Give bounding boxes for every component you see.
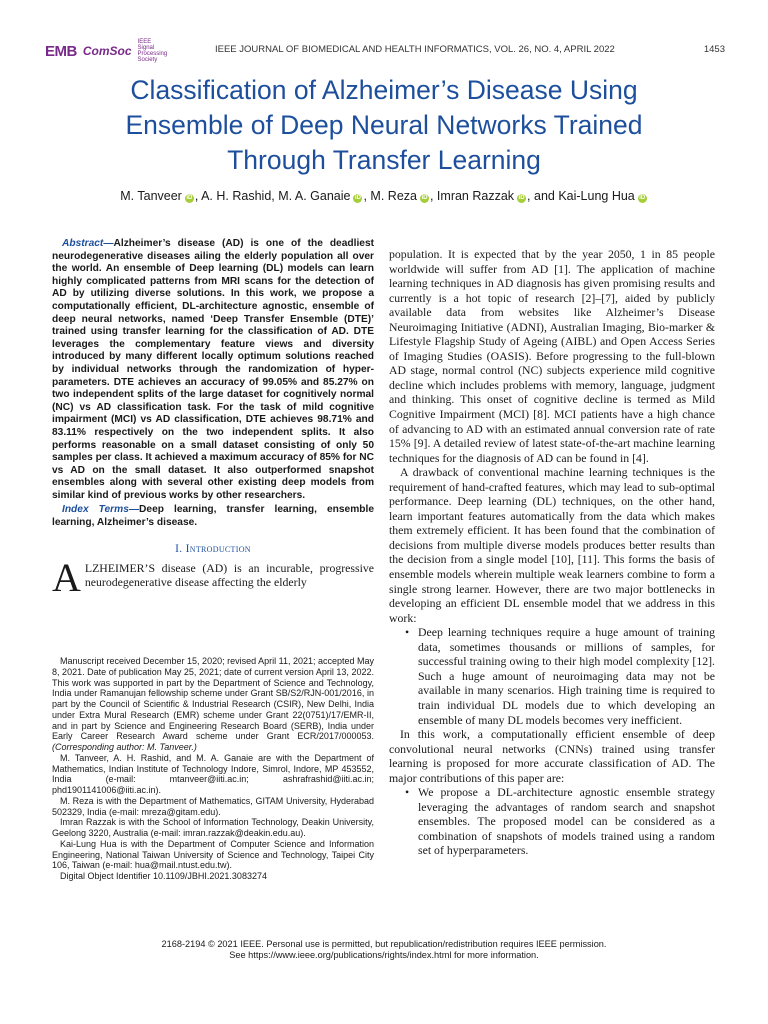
copyright-line-2: See https://www.ieee.org/publications/rights/index.html for more information. bbox=[229, 950, 539, 960]
orcid-icon[interactable]: iD bbox=[639, 195, 646, 201]
author-razzak: , Imran Razzak bbox=[429, 189, 515, 203]
intro-text: LZHEIMER’S disease (AD) is an incurable, progressive neurodegenerative disease affecting the elderly bbox=[84, 560, 374, 590]
author-list bbox=[40, 189, 728, 203]
footnotes bbox=[52, 656, 374, 882]
author-reza: , M. Reza bbox=[363, 189, 417, 203]
drop-cap: A bbox=[52, 554, 81, 600]
list-item: • Deep learning techniques require a huge amount of training data, sometimes thousands or millions of samples, for successful training owing to their high model complexity [12]. Such a huge amount of neuroimaging data may not be available in many scenarios. High training time is required to train individual DL models due to which developing an ensemble of many DL models becomes very inefficient. bbox=[418, 625, 715, 727]
body-paragraph-2: A drawback of conventional machine learning techniques is the requirement of hand-crafted features, which may lead to sub-optimal performance. Deep learning (DL) techniques, on the other hand, learn important features automatically from the data which makes them extremely efficient. It has been found that the combination of decisions from multiple diverse models produces better results than the decision from a single model [10], [11]. This forms the basis of ensemble models wherein multiple weak learners combine to form a single strong learner. However, there are two major bottlenecks in developing an efficient DL ensemble model that we address in this work: bbox=[389, 465, 715, 625]
title-line-1: Classification of Alzheimer’s Disease Using bbox=[130, 75, 638, 105]
footnote-funding-text: Manuscript received December 15, 2020; revised April 11, 2021; accepted May 8, 2021. Date of publication May 25, 2021; date of current version April 13, 2022. This work was supported in part by the Department of Science and Technology, India under Ramanujan fellowship scheme under Grant SB/S2/RJN-001/2016, in part by the Council of Scientific & Industrial Research (CSIR), New Delhi, India under Extra Mural Research (EMR) scheme under Grant 22(0751)/17/EMR-II, and in part by Science and Engineering Research Board (SERB), India under Early Career Research Award scheme under Grant ECR/2017/000053. bbox=[52, 656, 375, 742]
list-item: • We propose a DL-architecture agnostic ensemble strategy leveraging the advantages of random search and snapshot ensembles. The proposed model can be considered as a combination of snapshots of models trained using a random set of hyperparameters. bbox=[418, 785, 715, 858]
orcid-icon[interactable]: iD bbox=[518, 195, 525, 201]
footnote-affiliation-gitam: M. Reza is with the Department of Mathematics, GITAM University, Hyderabad 502329, India (e-mail: mreza@gitam.edu). bbox=[52, 795, 374, 817]
right-column bbox=[389, 247, 715, 858]
footnote-affiliation-ntust: Kai-Lung Hua is with the Department of Computer Science and Information Engineering, National Taiwan University of Science and Technology, Taipei City 106, Taiwan (e-mail: hua@mail.ntust.edu.tw). bbox=[52, 838, 374, 871]
body-paragraph-3: In this work, a computationally efficient ensemble of deep convolutional neural networks (CNNs) trained using transfer learning is proposed for more accurate classification of AD. The major contributions of this paper are: bbox=[389, 727, 715, 785]
body-paragraph-1: population. It is expected that by the year 2050, 1 in 85 people worldwide will suffer from AD [1]. The application of machine learning techniques in AD diagnosis has given promising results and currently is a hot topic of research [2]–[7], aided by publicly available data from websites like Alzheimer’s Disease Neuroimaging Initiative (ADNI), Australian Imaging, Bio-marker & Lifestyle Flagship Study of Ageing (AIBL) and Open Access Series of Imaging Studies (OASIS). Before progressing to the full-blown AD stage, normal control (NC) subjects experience mild cognitive decline which includes problems with memory, language, judgment and thinking. This onset of cognitive decline is termed as Mild Cognitive Impairment (MCI) [8]. MCI patients have a high chance of advancing to AD with an estimated annual conversion rate of rate 15% [9]. A detailed review of latest state-of-the-art machine learning techniques for the diagnosis of AD can be found in [4]. bbox=[389, 247, 715, 465]
authors-rashid-ganaie: , A. H. Rashid, M. A. Ganaie bbox=[194, 189, 351, 203]
orcid-icon[interactable]: iD bbox=[421, 195, 428, 201]
running-header bbox=[45, 38, 725, 64]
copyright-line-1: 2168-2194 © 2021 IEEE. Personal use is permitted, but republication/redistribution requires IEEE permission. bbox=[161, 939, 607, 949]
society-logos bbox=[45, 39, 168, 63]
footnote-doi: Digital Object Identifier 10.1109/JBHI.2021.3083274 bbox=[60, 871, 267, 881]
footnote-funding bbox=[52, 656, 374, 753]
author-hua: , and Kai-Lung Hua bbox=[527, 189, 635, 203]
intro-paragraph bbox=[52, 554, 374, 600]
emb-logo: EMB bbox=[45, 42, 77, 60]
author-tanveer: M. Tanveer bbox=[120, 189, 182, 203]
footnote-affiliation-iiti: M. Tanveer, A. H. Rashid, and M. A. Ganaie are with the Department of Mathematics, Indian Institute of Technology Indore, Simrol, Indore, MP 453552, India (e-mail: mtanveer@iiti.ac.in; ashrafrashid@iiti.ac.in; phd1901141006@iiti.ac.in). bbox=[52, 752, 374, 795]
left-column bbox=[52, 238, 374, 600]
index-terms bbox=[52, 504, 374, 529]
section-number: I. bbox=[175, 542, 186, 555]
contributions-list bbox=[389, 785, 715, 858]
comsoc-logo: ComSoc bbox=[82, 44, 132, 58]
footnote-affiliation-deakin: Imran Razzak is with the School of Information Technology, Deakin University, Geelong 3220, Australia (e-mail: imran.razzak@deakin.edu.au). bbox=[52, 817, 374, 838]
abstract-text: Alzheimer’s disease (AD) is one of the deadliest neurodegenerative diseases ailing the elderly population all over the world. An ensemble of Deep learning (DL) models can learn highly complicated patterns from MRI scans for the detection of AD by utilizing diverse solutions. In this work, we propose a computationally efficient, DL-architecture agnostic, ensemble of deep neural networks, named ‘Deep Transfer Ensemble (DTE)’ trained using transfer learning for the classification of AD. DTE leverages the complementary feature views and diversity introduced by many different locally optimum solutions reached by individual networks through the randomization of hyper-parameters. DTE achieves an accuracy of 99.05% and 85.27% on two independent splits of the large dataset for cognitively normal (NC) vs AD classification task. For the task of mild cognitive impairment (MCI) vs AD classification, DTE achieves 98.71% and 83.11% respectively on the two independent splits. It also performs reasonable on a small dataset consisting of only 50 samples per class. It achieved a maximum accuracy of 85% for NC vs AD on the small dataset. It also outperformed snapshot ensembles along with several other existing deep models from similar kind of previous works by other researchers. bbox=[52, 238, 374, 501]
copyright-notice bbox=[40, 939, 728, 961]
orcid-icon[interactable]: iD bbox=[186, 195, 193, 201]
paper-title bbox=[40, 73, 728, 178]
title-line-3: Through Transfer Learning bbox=[227, 145, 541, 175]
corresponding-author: (Corresponding author: M. Tanveer.) bbox=[52, 742, 197, 752]
abstract-label: Abstract— bbox=[62, 238, 114, 249]
signal-processing-logo: IEEE Signal Processing Society bbox=[137, 39, 168, 63]
index-terms-text: Deep learning, transfer learning, ensemble learning, Alzheimer’s disease. bbox=[52, 504, 374, 529]
section-heading-introduction bbox=[52, 543, 374, 555]
title-line-2: Ensemble of Deep Neural Networks Trained bbox=[125, 110, 643, 140]
orcid-icon[interactable]: iD bbox=[354, 195, 361, 201]
page-number: 1453 bbox=[703, 44, 725, 55]
index-terms-label: Index Terms— bbox=[62, 504, 140, 516]
journal-name: IEEE JOURNAL OF BIOMEDICAL AND HEALTH INFORMATICS, VOL. 26, NO. 4, APRIL 2022 bbox=[215, 44, 615, 55]
bottleneck-list bbox=[389, 625, 715, 727]
abstract bbox=[52, 238, 374, 502]
section-title: Introduction bbox=[185, 542, 251, 555]
